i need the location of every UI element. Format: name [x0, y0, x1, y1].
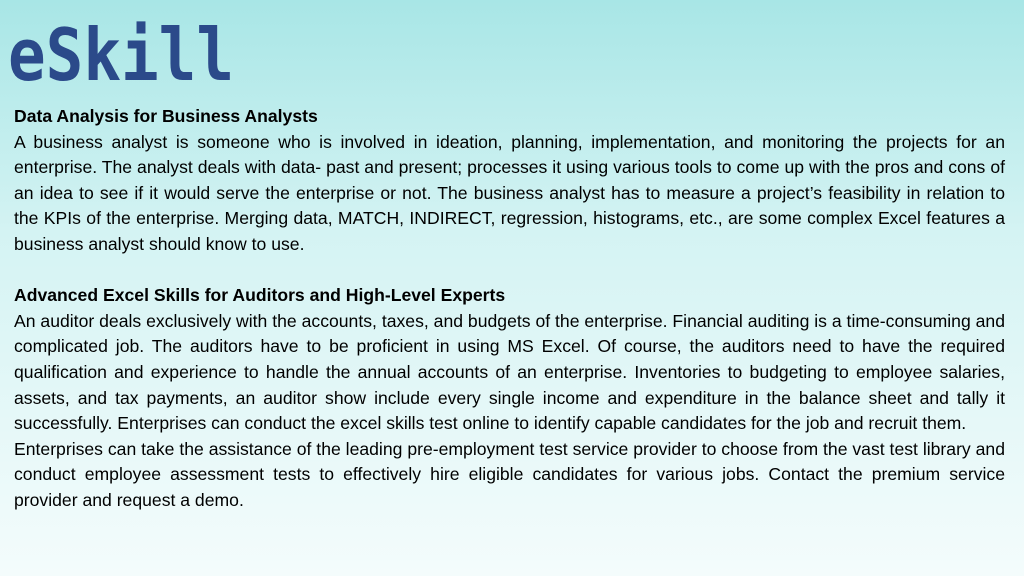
section-paragraph-service-provider: Enterprises can take the assistance of the leading pre-employment test service provider to choose from the vast test library and conduct employee assessment tests to effectively hire eligible candidates for various jobs. Contact the premium service provider and request a demo.: [14, 438, 1005, 510]
section-heading-auditors: Advanced Excel Skills for Auditors and High-Level Experts: [14, 285, 506, 306]
article-body: [14, 104, 1005, 514]
section-paragraph-auditors: An auditor deals exclusively with the accounts, taxes, and budgets of the enterprise. Financial auditing is a time-consuming and complicated job. The auditors have to be proficient in using MS Excel. Of course, the auditors need to have the required qualification and experience to handle the annual accounts of an enterprise. Inventories to budgeting to employee salaries, assets, and tax payments, an auditor show include every single income and expenditure in the balance sheet and tally it successfully. Enterprises can conduct the excel skills test online to identify capable candidates for the job and recruit them.: [14, 310, 1005, 434]
section-spacer: [14, 258, 1005, 284]
section-paragraph-business-analysts: A business analyst is someone who is involved in ideation, planning, implementation, and monitoring the projects for an enterprise. The analyst deals with data- past and present; processes it using various tools to come up with the pros and cons of an idea to see if it would serve the enterprise or not. The business analyst has to measure a project’s feasibility in relation to the KPIs of the enterprise. Merging data, MATCH, INDIRECT, regression, histograms, etc., are some complex Excel features a business analyst should know to use.: [14, 131, 1005, 254]
eskill-logo-graphic: [6, 6, 238, 97]
eskill-logo: [6, 6, 238, 97]
section-heading-business-analysts: Data Analysis for Business Analysts: [14, 106, 318, 126]
logo-text: eSkill: [8, 13, 234, 97]
